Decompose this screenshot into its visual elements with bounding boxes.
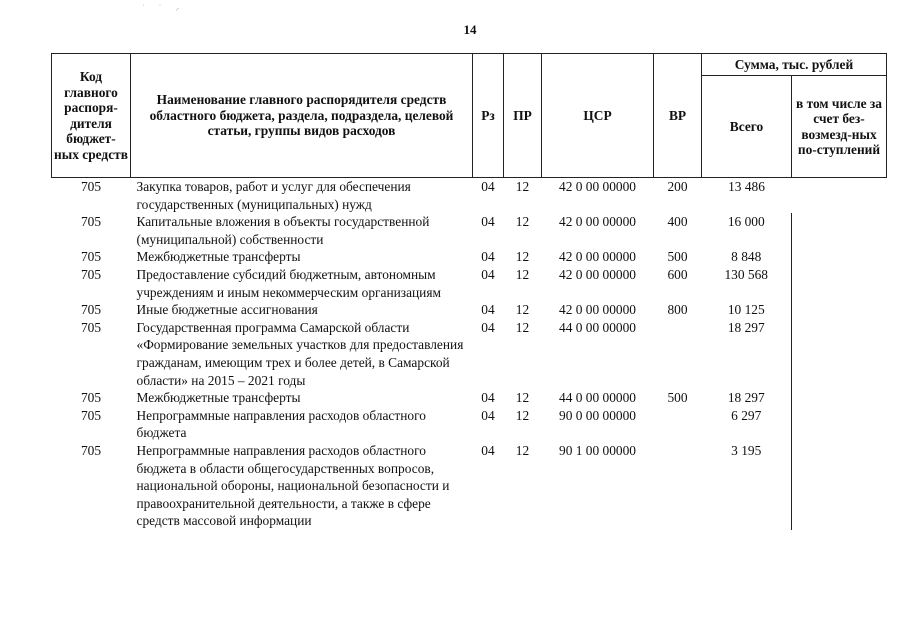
table-row	[52, 319, 887, 389]
cell-csr: 90 1 00 00000	[559, 442, 636, 458]
cell-name: Предоставление субсидий бюджетным, автономным учреждениям и иным некоммерческим организациям	[136, 266, 441, 300]
cell-name: Межбюджетные трансферты	[136, 390, 301, 406]
cell-csr: 42 0 00 00000	[559, 266, 636, 282]
cell-total: 13 486	[728, 179, 765, 194]
cell-total: 10 125	[702, 301, 792, 319]
cell-code: 705	[80, 249, 102, 265]
cell-total: 130 568	[702, 266, 792, 301]
cell-vr: 200	[667, 179, 688, 194]
cell-name: Капитальные вложения в объекты государственной (муниципальной) собственности	[136, 214, 430, 247]
cell-rz: 04	[481, 214, 495, 230]
cell-pr: 12	[515, 266, 530, 282]
cell-code: 705	[80, 179, 102, 194]
page-number: 14	[463, 22, 477, 37]
cell-free	[792, 248, 887, 266]
cell-vr: 800	[667, 302, 688, 318]
cell-name: Непрограммные направления расходов областного бюджета	[136, 407, 426, 441]
header-sum-group: Сумма, тыс. рублей	[702, 54, 887, 76]
header-total: Всего	[702, 76, 792, 178]
cell-code: 705	[80, 407, 102, 423]
cell-csr: 42 0 00 00000	[559, 302, 636, 318]
cell-rz: 04	[481, 266, 495, 282]
cell-vr: 400	[667, 214, 688, 230]
cell-csr: 42 0 00 00000	[559, 249, 636, 265]
cell-pr: 12	[515, 249, 530, 265]
cell-code: 705	[80, 266, 102, 282]
cell-csr: 90 0 00 00000	[559, 407, 636, 423]
cell-vr	[654, 319, 702, 389]
cell-free	[792, 213, 887, 248]
cell-csr: 42 0 00 00000	[559, 179, 636, 194]
cell-name: Межбюджетные трансферты	[136, 249, 301, 265]
cell-free	[792, 266, 887, 301]
cell-name: Непрограммные направления расходов областного бюджета в области общегосударственных вопросов, национальной обороны, национальной безопасности и правоохранительной деятельности, а также в сфере средств массовой информации	[136, 442, 450, 529]
cell-total: 18 297	[702, 319, 792, 389]
header-csr: ЦСР	[542, 54, 654, 178]
header-vr: ВР	[654, 54, 702, 178]
cell-total: 16 000	[702, 213, 792, 248]
cell-free	[792, 442, 887, 530]
table-row	[52, 178, 887, 214]
table-row	[52, 213, 887, 248]
budget-table	[51, 53, 887, 530]
cell-code: 705	[80, 302, 102, 318]
table-row	[52, 442, 887, 530]
cell-rz: 04	[481, 179, 495, 194]
cell-total: 3 195	[702, 442, 792, 530]
cell-pr: 12	[515, 214, 530, 230]
cell-free	[792, 178, 887, 214]
cell-vr: 600	[667, 266, 688, 282]
cell-vr	[654, 407, 702, 442]
table-row	[52, 248, 887, 266]
cell-rz: 04	[481, 319, 495, 335]
header-name: Наименование главного распорядителя средств областного бюджета, раздела, подраздела, целевой статьи, группы видов расходов	[131, 54, 473, 178]
cell-rz: 04	[481, 407, 495, 423]
cell-total: 8 848	[702, 248, 792, 266]
cell-pr: 12	[515, 442, 530, 458]
cell-rz: 04	[481, 442, 495, 458]
cell-pr: 12	[515, 179, 530, 194]
cell-pr: 12	[515, 302, 530, 318]
cell-rz: 04	[481, 390, 495, 406]
cell-free	[792, 389, 887, 407]
cell-pr: 12	[515, 407, 530, 423]
cell-pr: 12	[515, 319, 530, 335]
table-body	[52, 178, 887, 530]
cell-code: 705	[80, 390, 102, 406]
cell-name: Государственная программа Самарской области «Формирование земельных участков для предоставления гражданам, имеющим трех и более детей, в Самарской области» на 2015 – 2021 годы	[136, 319, 464, 388]
cell-vr	[654, 442, 702, 530]
table-row	[52, 266, 887, 301]
table-row	[52, 407, 887, 442]
cell-total: 18 297	[702, 389, 792, 407]
header-free: в том числе за счет без-возмезд-ных по-ступлений	[792, 76, 887, 178]
cell-free	[792, 407, 887, 442]
cell-csr: 44 0 00 00000	[559, 390, 636, 406]
table-row	[52, 301, 887, 319]
scan-artifact: ˙ ˙ ⸝	[142, 3, 186, 12]
table-header	[52, 54, 887, 178]
cell-csr: 44 0 00 00000	[559, 319, 636, 335]
cell-name: Закупка товаров, работ и услуг для обеспечения государственных (муниципальных) нужд	[136, 179, 411, 212]
header-pr: ПР	[504, 54, 542, 178]
cell-vr: 500	[667, 249, 688, 265]
cell-free	[792, 301, 887, 319]
cell-name: Иные бюджетные ассигнования	[136, 302, 318, 318]
cell-csr: 42 0 00 00000	[559, 214, 636, 230]
cell-rz: 04	[481, 249, 495, 265]
cell-total: 6 297	[702, 407, 792, 442]
header-rz: Рз	[473, 54, 504, 178]
cell-code: 705	[80, 214, 102, 230]
cell-free	[792, 319, 887, 389]
cell-code: 705	[80, 442, 102, 458]
header-code: Код главного распоря-дителя бюджет-ных средств	[52, 54, 131, 178]
cell-vr: 500	[667, 390, 688, 406]
cell-pr: 12	[515, 390, 530, 406]
cell-rz: 04	[481, 302, 495, 318]
table-row	[52, 389, 887, 407]
cell-code: 705	[80, 319, 102, 335]
